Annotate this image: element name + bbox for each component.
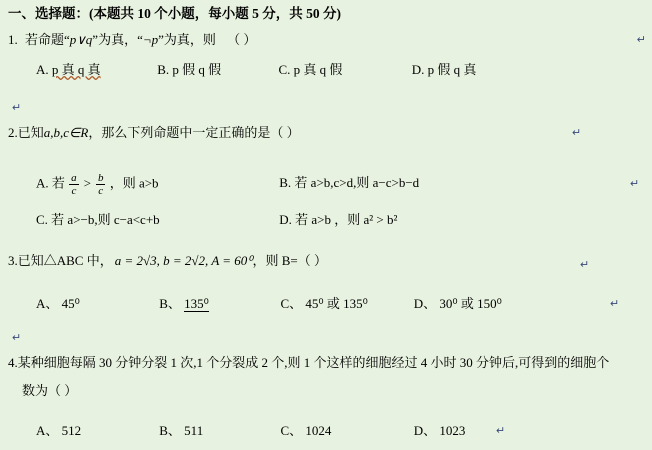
q2-stem-math: a,b,c∈R xyxy=(43,125,89,140)
q2-option-b xyxy=(279,175,419,191)
q1-stem-end: ”为真，则 xyxy=(158,32,216,47)
q4-option-d xyxy=(414,423,466,439)
question-3-stem xyxy=(8,253,327,269)
paragraph-mark-4: ↵ xyxy=(630,178,640,190)
paragraph-mark-6: ↵ xyxy=(610,298,620,310)
q2-option-a-text: 若 xyxy=(51,175,65,191)
q2-option-a-tail: ，则 a>b xyxy=(109,175,159,191)
q4-option-a-text: 512 xyxy=(61,423,82,438)
q2-option-b-label: B. xyxy=(279,175,292,191)
q3-option-c xyxy=(281,296,411,312)
q1-option-b-text: p 假 q 假 xyxy=(172,62,222,77)
q3-option-c-text: 45⁰ 或 135⁰ xyxy=(305,296,368,311)
q3-number: 3. xyxy=(8,253,18,268)
q1-option-a-label: A. xyxy=(36,62,49,77)
q4-option-b-label: B、 xyxy=(159,423,181,438)
q3-option-b xyxy=(159,296,277,312)
q2-option-c xyxy=(36,212,276,228)
q1-option-a-text: p 真 q 真 xyxy=(51,62,101,77)
q4-option-b xyxy=(159,423,277,439)
section-heading: 一、选择题：(本题共 10 个小题，每小题 5 分，共 50 分) xyxy=(8,6,341,21)
q3-stem-math: a = 2√3, b = 2√2, A = 60⁰ xyxy=(114,253,253,268)
q2-stem-text: 已知 xyxy=(17,125,44,140)
question-4-stem xyxy=(8,355,609,371)
q1-stem-mid: ”为真，“ xyxy=(92,32,143,47)
paragraph-mark: ↵ xyxy=(636,34,646,46)
q3-option-d-text: 30⁰ 或 150⁰ xyxy=(439,296,502,311)
paragraph-mark-7: ↵ xyxy=(12,332,22,344)
q3-option-a-label: A、 xyxy=(36,296,59,311)
question-2-options-row1 xyxy=(36,172,419,197)
paragraph-mark-3: ↵ xyxy=(572,127,582,139)
q3-stem-end: ，则 B=（ ） xyxy=(252,253,328,268)
question-1-stem xyxy=(8,32,256,48)
q1-stem-math2: ¬p xyxy=(142,32,159,47)
q2-option-d-text: 若 a>b ，则 a² > b² xyxy=(295,212,398,227)
q1-option-c-text: p 真 q 假 xyxy=(293,62,343,77)
q1-option-b xyxy=(157,62,275,78)
q4-option-d-text: 1023 xyxy=(439,423,466,438)
q1-option-c xyxy=(279,62,409,78)
q1-option-d xyxy=(412,62,477,78)
q4-stem-text: 某种细胞每隔 30 分钟分裂 1 次,1 个分裂成 2 个,则 1 个这样的细胞经过 4 小时 30 分钟后,可得到的细胞个 xyxy=(17,355,610,370)
q3-option-b-label: B、 xyxy=(159,296,181,311)
q1-option-d-label: D. xyxy=(411,62,425,77)
q4-option-a xyxy=(36,423,156,439)
q3-option-a-text: 45⁰ xyxy=(61,296,80,311)
q1-paren: （ ） xyxy=(227,32,257,47)
q1-stem-text: 若命题“ xyxy=(25,32,70,47)
q4-option-a-label: A、 xyxy=(36,423,59,438)
q3-option-d-label: D、 xyxy=(413,296,437,311)
q1-stem-math: p∨q xyxy=(69,32,93,47)
q2-stem-end: ，那么下列命题中一定正确的是（ ） xyxy=(88,125,300,140)
question-4-options xyxy=(36,423,465,439)
q1-option-a xyxy=(36,62,154,78)
q3-option-c-label: C、 xyxy=(280,296,303,311)
q2-frac1-denominator: c xyxy=(71,185,77,197)
q2-option-a-fraction-2 xyxy=(96,172,106,197)
paragraph-mark-5: ↵ xyxy=(580,259,590,271)
q4-number: 4. xyxy=(8,355,18,370)
q2-frac2-denominator: c xyxy=(98,185,104,197)
q2-option-d-label: D. xyxy=(279,212,292,227)
q2-option-a-relation: > xyxy=(82,175,92,191)
q2-frac2-numerator: b xyxy=(97,172,104,184)
q4-option-d-label: D、 xyxy=(413,423,437,438)
question-3-options xyxy=(36,296,502,312)
q2-option-a-label: A. xyxy=(36,175,49,191)
q4-option-c-text: 1024 xyxy=(305,423,332,438)
paragraph-mark-2: ↵ xyxy=(12,102,22,114)
q1-number: 1. xyxy=(8,32,18,47)
q3-option-d xyxy=(414,296,502,312)
q2-option-a xyxy=(36,172,276,197)
q1-option-b-label: B. xyxy=(157,62,170,77)
question-2-stem xyxy=(8,125,300,141)
q3-option-a xyxy=(36,296,156,312)
q4-option-c-label: C、 xyxy=(280,423,303,438)
q2-number: 2. xyxy=(8,125,18,140)
q1-option-c-label: C. xyxy=(278,62,291,77)
q2-frac1-numerator: a xyxy=(71,172,77,184)
paragraph-mark-8: ↵ xyxy=(496,425,506,437)
q4-option-b-text: 511 xyxy=(184,423,204,438)
question-4-stem-line2: 数为（ ） xyxy=(22,383,78,398)
q1-option-d-text: p 假 q 真 xyxy=(427,62,477,77)
q2-option-b-text: 若 a>b,c>d,则 a−c>b−d xyxy=(294,175,420,191)
q3-option-b-text: 135⁰ xyxy=(184,296,209,311)
question-1-options xyxy=(36,62,476,78)
q2-option-d xyxy=(279,212,397,228)
question-2-options-row2 xyxy=(36,212,397,228)
q4-option-c xyxy=(281,423,411,439)
q2-option-a-fraction-1 xyxy=(69,172,79,197)
q2-option-c-text: 若 a>−b,则 c−a<c+b xyxy=(51,212,160,227)
q2-option-c-label: C. xyxy=(36,212,48,227)
q3-stem-text: 已知△ABC 中， xyxy=(17,253,113,268)
